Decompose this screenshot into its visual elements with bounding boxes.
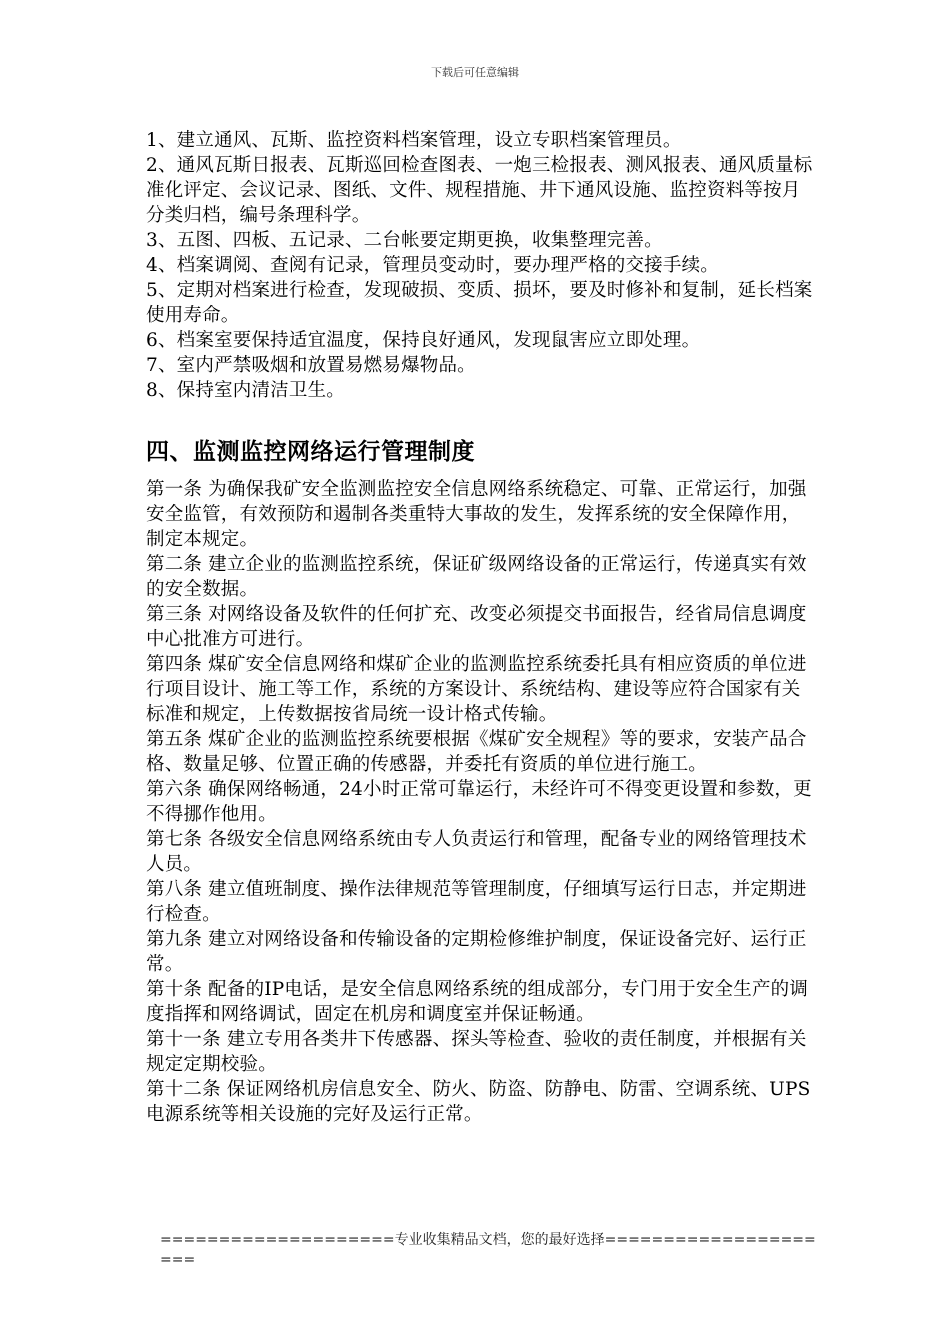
list-item: 4、档案调阅、查阅有记录，管理员变动时，要办理严格的交接手续。 bbox=[146, 255, 719, 276]
article: 第十条 配备的IP电话，是安全信息网络系统的组成部分，专门用于安全生产的调度指挥和网络调试，固定在机房和调度室并保证畅通。 bbox=[146, 979, 809, 1025]
article: 第四条 煤矿安全信息网络和煤矿企业的监测监控系统委托具有相应资质的单位进行项目设计、施工等工作，系统的方案设计、系统结构、建设等应符合国家有关标准和规定，上传数据按省局统一设计格式传输。 bbox=[146, 654, 807, 725]
list-item: 2、通风瓦斯日报表、瓦斯巡回检查图表、一炮三检报表、测风报表、通风质量标准化评定、会议记录、图纸、文件、规程措施、井下通风设施、监控资料等按月分类归档，编号条理科学。 bbox=[146, 155, 813, 226]
article: 第十二条 保证网络机房信息安全、防火、防盗、防静电、防雷、空调系统、UPS电源系统等相关设施的完好及运行正常。 bbox=[146, 1079, 811, 1125]
header-note: 下载后可任意编辑 bbox=[431, 66, 519, 79]
article: 第六条 确保网络畅通，24小时正常可靠运行，未经许可不得变更设置和参数，更不得挪作他用。 bbox=[146, 779, 812, 825]
article: 第十一条 建立专用各类井下传感器、探头等检查、验收的责任制度，并根据有关规定定期校验。 bbox=[146, 1029, 807, 1075]
list-item: 3、五图、四板、五记录、二台帐要定期更换，收集整理完善。 bbox=[146, 230, 663, 251]
section-heading: 四、监测监控网络运行管理制度 bbox=[146, 438, 475, 465]
list-item: 8、保持室内清洁卫生。 bbox=[146, 380, 345, 401]
article: 第七条 各级安全信息网络系统由专人负责运行和管理，配备专业的网络管理技术人员。 bbox=[146, 829, 807, 875]
article: 第九条 建立对网络设备和传输设备的定期检修维护制度，保证设备完好、运行正常。 bbox=[146, 929, 807, 975]
list-item: 5、定期对档案进行检查，发现破损、变质、损坏，要及时修补和复制，延长档案使用寿命。 bbox=[146, 280, 813, 326]
article: 第八条 建立值班制度、操作法律规范等管理制度，仔细填写运行日志，并定期进行检查。 bbox=[146, 879, 807, 925]
list-item: 7、室内严禁吸烟和放置易燃易爆物品。 bbox=[146, 355, 476, 376]
article: 第二条 建立企业的监测监控系统，保证矿级网络设备的正常运行，传递真实有效的安全数据。 bbox=[146, 554, 807, 600]
list-item: 1、建立通风、瓦斯、监控资料档案管理，设立专职档案管理员。 bbox=[146, 130, 682, 151]
articles-list bbox=[146, 477, 816, 1127]
footer-banner: ====================专业收集精品文档，您的最好选择===================== bbox=[160, 1232, 816, 1268]
archive-rules-list bbox=[146, 128, 816, 403]
article: 第一条 为确保我矿安全监测监控安全信息网络系统稳定、可靠、正常运行，加强安全监管，有效预防和遏制各类重特大事故的发生，发挥系统的安全保障作用，制定本规定。 bbox=[146, 479, 807, 550]
article: 第三条 对网络设备及软件的任何扩充、改变必须提交书面报告，经省局信息调度中心批准方可进行。 bbox=[146, 604, 807, 650]
list-item: 6、档案室要保持适宜温度，保持良好通风，发现鼠害应立即处理。 bbox=[146, 330, 701, 351]
article: 第五条 煤矿企业的监测监控系统要根据《煤矿安全规程》等的要求，安装产品合格、数量足够、位置正确的传感器，并委托有资质的单位进行施工。 bbox=[146, 729, 807, 775]
